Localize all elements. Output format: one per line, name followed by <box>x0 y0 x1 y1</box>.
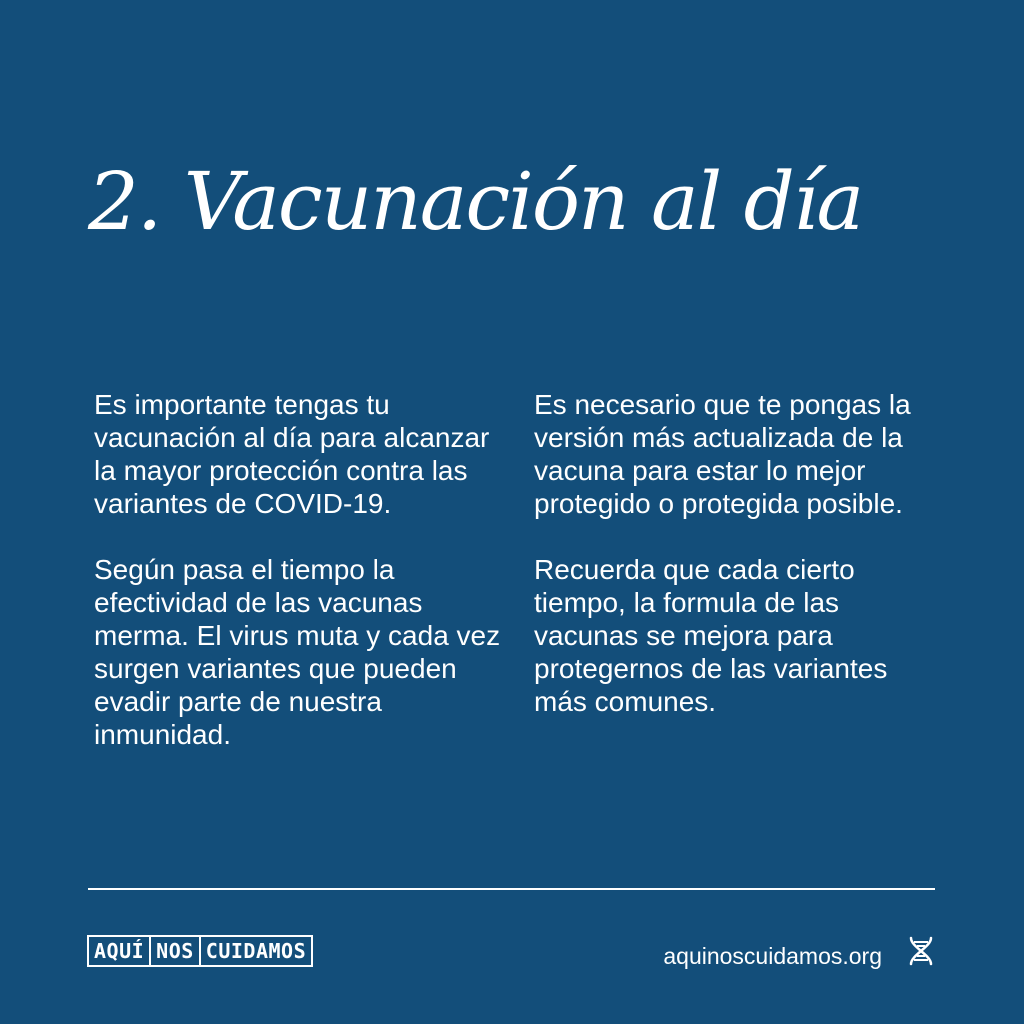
logo-word-nos: NOS <box>149 937 199 965</box>
page-title: 2. Vacunación al día <box>88 155 863 248</box>
logo-word-aqui: AQUÍ <box>94 939 145 963</box>
left-column <box>94 388 504 784</box>
brand-logo <box>87 935 313 967</box>
left-paragraph-2: Según pasa el tiempo la efectividad de las vacunas merma. El virus muta y cada vez surgen variantes que pueden evadir parte de nuestra inmunidad. <box>94 554 501 750</box>
left-paragraph-1: Es importante tengas tu vacunación al día para alcanzar la mayor protección contra las variantes de COVID-19. <box>94 389 490 519</box>
logo-word-cuidamos: CUIDAMOS <box>199 937 311 965</box>
footer-divider <box>88 888 935 890</box>
dna-icon <box>907 936 935 966</box>
right-paragraph-1: Es necesario que te pongas la versión más actualizada de la vacuna para estar lo mejor protegido o protegida posible. <box>534 389 911 519</box>
right-column <box>534 388 944 751</box>
website-url[interactable]: aquinoscuidamos.org <box>663 943 882 969</box>
right-paragraph-2: Recuerda que cada cierto tiempo, la formula de las vacunas se mejora para protegernos de las variantes más comunes. <box>534 554 888 717</box>
